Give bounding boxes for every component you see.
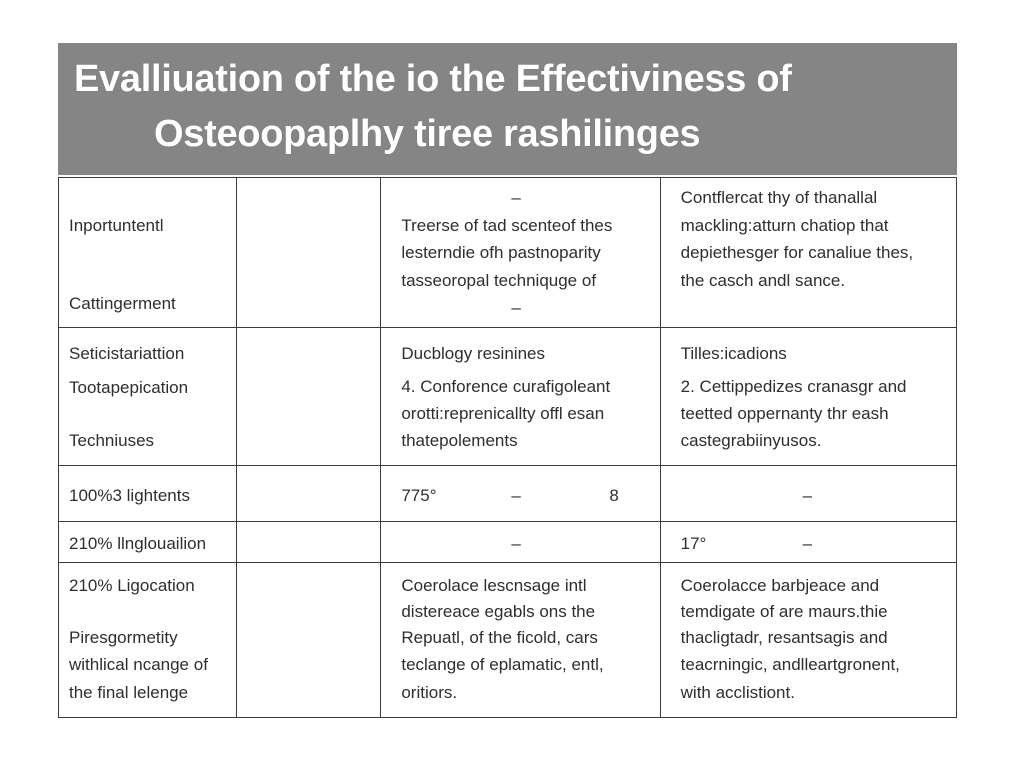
cell-text: oritiors.: [401, 683, 458, 702]
cell-text: orotti:reprenicallty offl esan: [401, 404, 605, 423]
cell-text: distereace egabls ons the: [401, 602, 596, 621]
cell-text: the casch andl sance.: [680, 271, 846, 290]
table-cell: [59, 328, 237, 466]
cell-text: Coerolacce barbjeace and: [680, 576, 880, 595]
cell-text: 17°: [680, 534, 707, 553]
table-row: [59, 178, 957, 328]
document: [58, 43, 957, 718]
cell-text: teacrningic, andlleartgronent,: [680, 655, 900, 674]
row-label: 100%3 lightents: [69, 486, 190, 505]
cell-text: lesterndie ofh pastnoparity: [401, 243, 601, 262]
table-cell: [59, 522, 237, 563]
table-row: [59, 466, 957, 522]
table-cell: [59, 466, 237, 522]
row-label: Techniuses: [69, 431, 155, 450]
table-cell: [381, 466, 660, 522]
cell-text: 775°: [401, 486, 437, 505]
evaluation-table: [58, 177, 957, 718]
table-cell: [381, 178, 660, 328]
cell-text: Coerolace lescnsage intl: [401, 576, 587, 595]
table-cell: [660, 466, 956, 522]
table-cell: [381, 522, 660, 563]
cell-text: Treerse of tad scenteof thes: [401, 216, 613, 235]
table-row: [59, 563, 957, 718]
cell-text: Contflercat thy of thanallal: [680, 188, 878, 207]
table-cell: [660, 563, 956, 718]
table-row: [59, 328, 957, 466]
row-label: Piresgormetity: [69, 628, 178, 647]
cell-text: –: [511, 534, 521, 553]
cell-text: 2. Cettippedizes cranasgr and: [680, 377, 907, 396]
table-cell: [660, 328, 956, 466]
cell-text: –: [511, 188, 521, 207]
table-cell: [381, 328, 660, 466]
cell-text: –: [511, 486, 521, 505]
cell-text: depiethesger for canaliue thes,: [680, 243, 914, 262]
cell-text: temdigate of are maurs.thie: [680, 602, 888, 621]
cell-text: –: [802, 534, 813, 553]
cell-text: –: [802, 486, 813, 505]
cell-text: 4. Conforence curafigoleant: [401, 377, 611, 396]
cell-text: mackling:atturn chatiop that: [680, 216, 889, 235]
cell-text: Ducblogy resinines: [401, 344, 545, 363]
table-cell: [237, 466, 381, 522]
row-label: the final lelenge: [69, 683, 189, 702]
row-label: Cattingerment: [69, 294, 176, 313]
table-cell: [381, 563, 660, 718]
cell-text: –: [511, 298, 521, 317]
cell-text: 8: [609, 486, 619, 505]
table-cell: [237, 522, 381, 563]
cell-text: tasseoropal techniquge of: [401, 271, 597, 290]
table-cell: [237, 178, 381, 328]
row-label: Inportuntentl: [69, 216, 164, 235]
cell-text: teetted oppernanty thr eash: [680, 404, 889, 423]
table-cell: [660, 522, 956, 563]
cell-text: teclange of eplamatic, entl,: [401, 655, 604, 674]
cell-text: Tilles:icadions: [680, 344, 787, 363]
table-cell: [660, 178, 956, 328]
row-label: 210% llnglouailion: [69, 534, 207, 553]
row-label: Seticistariattion: [69, 344, 185, 363]
cell-text: thacligtadr, resantsagis and: [680, 628, 888, 647]
table-cell: [237, 563, 381, 718]
title-banner: [58, 43, 957, 175]
row-label: withlical ncange of: [69, 655, 208, 674]
table-cell: [59, 563, 237, 718]
title-line-1: Evalliuation of the io the Effectiviness of: [74, 58, 792, 100]
table-cell: [59, 178, 237, 328]
cell-text: thatepolements: [401, 431, 518, 450]
row-label: 210% Ligocation: [69, 576, 195, 595]
cell-text: castegrabiinyusos.: [680, 431, 822, 450]
table-row: [59, 522, 957, 563]
title-line-2: Osteoopaplhy tiree rashilinges: [154, 113, 701, 155]
cell-text: with acclistiont.: [680, 683, 795, 702]
cell-text: Repuatl, of the ficold, cars: [401, 628, 598, 647]
row-label: Tootapepication: [69, 378, 189, 397]
table-cell: [237, 328, 381, 466]
